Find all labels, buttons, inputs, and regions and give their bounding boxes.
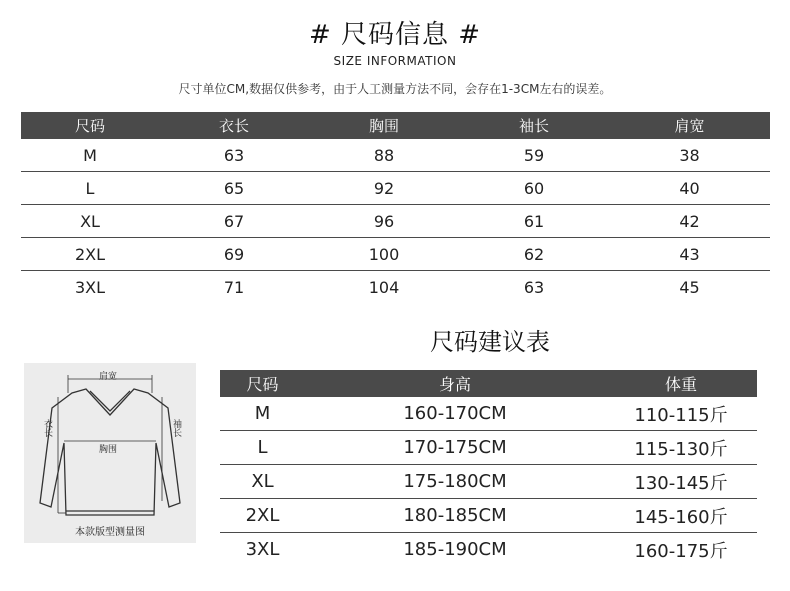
table-cell: 69 (223, 244, 245, 264)
table-cell: 115-130斤 (634, 438, 728, 460)
table-cell: 61 (523, 211, 545, 231)
table-cell: 60 (523, 178, 545, 198)
table-cell: 40 (679, 178, 700, 198)
measurement-note: 尺寸单位CM,数据仅供参考，由于人工测量方法不同，会存在1-3CM左右的误差。 (178, 82, 612, 96)
table-cell: M (254, 403, 271, 424)
table-cell: 43 (679, 244, 700, 264)
suggestion-table-header (220, 370, 757, 397)
shoulder-label: 肩宽 (99, 372, 118, 382)
table-row (21, 172, 770, 205)
table-cell: 38 (679, 145, 700, 165)
table-cell: 63 (223, 145, 245, 165)
table-cell: L (257, 437, 268, 458)
table-cell: 3XL (245, 539, 280, 560)
table-cell: 71 (223, 277, 245, 297)
header-cell: 体重 (664, 375, 697, 394)
page-subtitle: SIZE INFORMATION (333, 54, 457, 68)
table-cell: 3XL (74, 277, 106, 297)
measurement-diagram (24, 363, 196, 543)
header-cell: 胸围 (368, 117, 399, 135)
table-cell: 130-145斤 (634, 472, 728, 494)
header-cell: 袖长 (518, 117, 549, 135)
table-row (21, 139, 770, 172)
table-cell: 96 (373, 211, 395, 231)
table-cell: 100 (368, 244, 400, 264)
sleeve-label: 袖长 (171, 419, 181, 437)
size-suggestion-table (220, 370, 757, 566)
header-cell: 尺码 (246, 375, 279, 394)
table-cell: 88 (373, 145, 395, 165)
table-cell: 42 (679, 211, 700, 231)
table-row (21, 205, 770, 238)
table-row (220, 431, 757, 465)
table-cell: 180-185CM (403, 505, 507, 526)
size-table-header (21, 112, 770, 139)
table-row (220, 397, 757, 431)
header-cell: 尺码 (74, 117, 105, 135)
table-cell: 67 (223, 211, 245, 231)
header-cell: 衣长 (218, 117, 249, 135)
table-cell: 160-170CM (403, 403, 507, 424)
table-row (21, 238, 770, 271)
suggestion-title: 尺码建议表 (430, 328, 550, 356)
table-row (220, 465, 757, 499)
table-cell: 59 (523, 145, 545, 165)
table-row (220, 533, 757, 566)
table-cell: 175-180CM (403, 471, 507, 492)
table-cell: L (85, 178, 95, 198)
chest-label: 胸围 (99, 445, 118, 455)
table-cell: 185-190CM (403, 539, 507, 560)
table-cell: XL (80, 211, 100, 231)
table-cell: 63 (523, 277, 545, 297)
table-cell: 160-175斤 (634, 540, 728, 562)
length-label: 衣长 (42, 419, 52, 437)
table-cell: 110-115斤 (634, 404, 728, 426)
table-cell: 62 (523, 244, 545, 264)
header-cell: 身高 (438, 375, 471, 394)
table-cell: 2XL (74, 244, 106, 264)
table-row (21, 271, 770, 303)
header-cell: 肩宽 (674, 117, 705, 135)
table-cell: M (83, 145, 97, 165)
table-cell: 170-175CM (403, 437, 507, 458)
diagram-caption: 本款版型测量图 (75, 527, 145, 538)
page-title: # 尺码信息 # (308, 20, 482, 50)
table-cell: XL (251, 471, 274, 492)
table-cell: 2XL (245, 505, 280, 526)
table-cell: 65 (223, 178, 245, 198)
size-table (21, 112, 770, 303)
table-cell: 104 (368, 277, 400, 297)
table-cell: 45 (679, 277, 700, 297)
table-row (220, 499, 757, 533)
table-cell: 92 (373, 178, 395, 198)
table-cell: 145-160斤 (634, 506, 728, 528)
